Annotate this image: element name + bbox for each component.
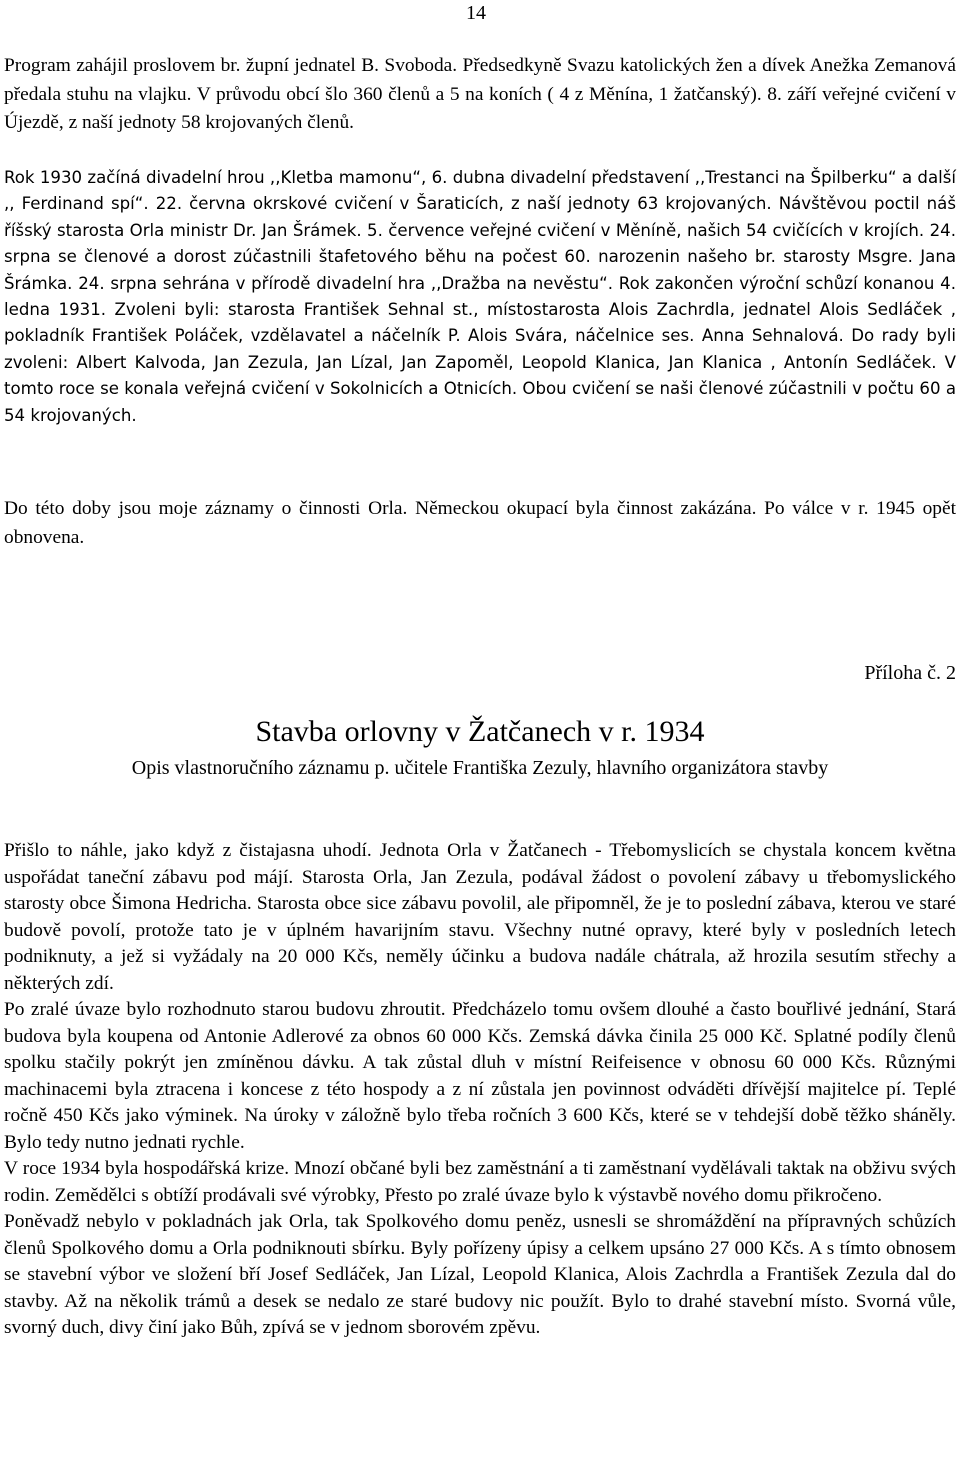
body-paragraph: Přišlo to náhle, jako když z čistajasna uhodí. Jednota Orla v Žatčanech - Třebomyslicích se chystala koncem května uspořádat taneční zábavu pod májí. Starosta Orla, Jan Zezula, podával žádost o povolení zábavy u třebomyslického starosty obce Šimona Hedricha. Starosta obce sice zábavu povolil, ale připomněl, že je to poslední zábava, kterou ve staré budově povolí, protože tato je v úplném havarijním stavu. Všechny nutné opravy, které byly v posledních letech podniknuty, a jež si vyžádaly na 20 000 Kčs, neměly účinku a budova nadále chátrala, až hrozila sesutím střechy a některých zdí. — [4, 840, 956, 994]
year-1930-paragraph-text: Rok 1930 začíná divadelní hrou ,,Kletba mamonu“, 6. dubna divadelní představení ,,Trestanci na Špilberku“ a další ,, Ferdinand spí“. 22. června okrskové cvičení v Šaraticích, z naší jednoty 63 krojovaných. Návštěvou poctil náš říšský starosta Orla ministr Dr. Jan Šrámek. 5. července veřejné cvičení v Měníně, našich 54 cvičících v krojích. 24. srpna se členové a dorost zúčastnili štafetového běhu na počest 60. narozenin našeho br. starosty Msgre. Jana Šrámka. 24. srpna sehrána v přírodě divadelní hra ,,Dražba na nevěstu“. Rok zakončen výroční schůzí konanou 4. ledna 1931. Zvoleni byli: starosta František Sehnal st., místostarosta Alois Zachrdla, jednatel Alois Sedláček , pokladník František Poláček, vzdělavatel a náčelník P. Alois Svára, náčelnice ses. Anna Sehnalová. Do rady byli zvoleni: Albert Kalvoda, Jan Zezula, Jan Lízal, Jan Zapoměl, Leopold Klanica, Jan Klanica , Antonín Sedláček. V tomto roce se konala veřejná cvičení v Sokolnicích a Otnicích. Obou cvičení se naši členové zúčastnili v počtu 60 a 54 krojovaných. — [4, 168, 956, 425]
body-text — [4, 838, 956, 1342]
section-subtitle: Opis vlastnoručního záznamu p. učitele Františka Zezuly, hlavního organizátora stavby — [131, 757, 829, 779]
section-title-text: Stavba orlovny v Žatčanech v r. 1934 — [255, 715, 705, 748]
closing-paragraph-text: Do této doby jsou moje záznamy o činnosti Orla. Německou okupací byla činnost zakázána. Po válce v r. 1945 opět obnovena. — [4, 498, 956, 548]
intro-paragraph-text: Program zahájil proslovem br. župní jednatel B. Svoboda. Předsedkyně Svazu katolických žen a dívek Anežka Zemanová předala stuhu na vlajku. V průvodu obcí šlo 360 členů a 5 na koních ( 4 z Měnína, 1 žatčanský). 8. září veřejné cvičení v Újezdě, z naší jednoty 58 krojovaných členů. — [4, 55, 956, 134]
body-paragraph: Po zralé úvaze bylo rozhodnuto starou budovu zhroutit. Předcházelo tomu ovšem dlouhé a často bouřlivé jednání, Stará budova byla koupena od Antonie Adlerové za obnos 60 000 Kčs. Zemská dávka činila 25 000 Kč. Splatné podíly členů spolku stačily pokrýt jen zmíněnou dávku. A tak zůstal dluh v místní Reifeisence v obnosu 60 000 Kčs. Různými machinacemi byla ztracena i koncese z této hospody a z ní zůstala jen povinnost odváděti dřívější majitelce pí. Teplé ročně 450 Kčs jako výminek. Na úroky v záložně bylo třeba ročních 3 600 Kčs, které se v tehdejší době těžko sháněly. Bylo tedy nutno jednati rychle. — [4, 999, 956, 1153]
page-number: 14 — [466, 2, 486, 24]
section-title — [0, 715, 960, 749]
body-paragraph: V roce 1934 byla hospodářská krize. Mnozí občané byli bez zaměstnání a ti zaměstnaní vydělávali taktak na obživu svých rodin. Zemědělci s obtíží prodávali své výrobky, Přesto po zralé úvaze bylo k výstavbě nového domu přikročeno. — [4, 1158, 956, 1206]
intro-paragraph — [4, 52, 956, 138]
body-paragraph: Poněvadž nebylo v pokladnách jak Orla, tak Spolkového domu peněz, usnesli se shromáždění na přípravných schůzích členů Spolkového domu a Orla podniknouti sbírku. Byly pořízeny úpisy a celkem upsáno 27 000 Kčs. A s tímto obnosem se stavební výbor ve složení bří Josef Sedláček, Jan Lízal, Leopold Klanica, Alois Zachrdla a František Zezula dal do stavby. Až na několik trámů a desek se nedalo ze staré budovy nic použít. Bylo to drahé stavební místo. Svorná vůle, svorný duch, divy činí jako Bůh, zpívá se v jednom sborovém zpěvu. — [4, 1211, 956, 1338]
attachment-label: Příloha č. 2 — [864, 662, 956, 684]
year-1930-paragraph — [4, 165, 956, 429]
closing-paragraph — [4, 495, 956, 552]
